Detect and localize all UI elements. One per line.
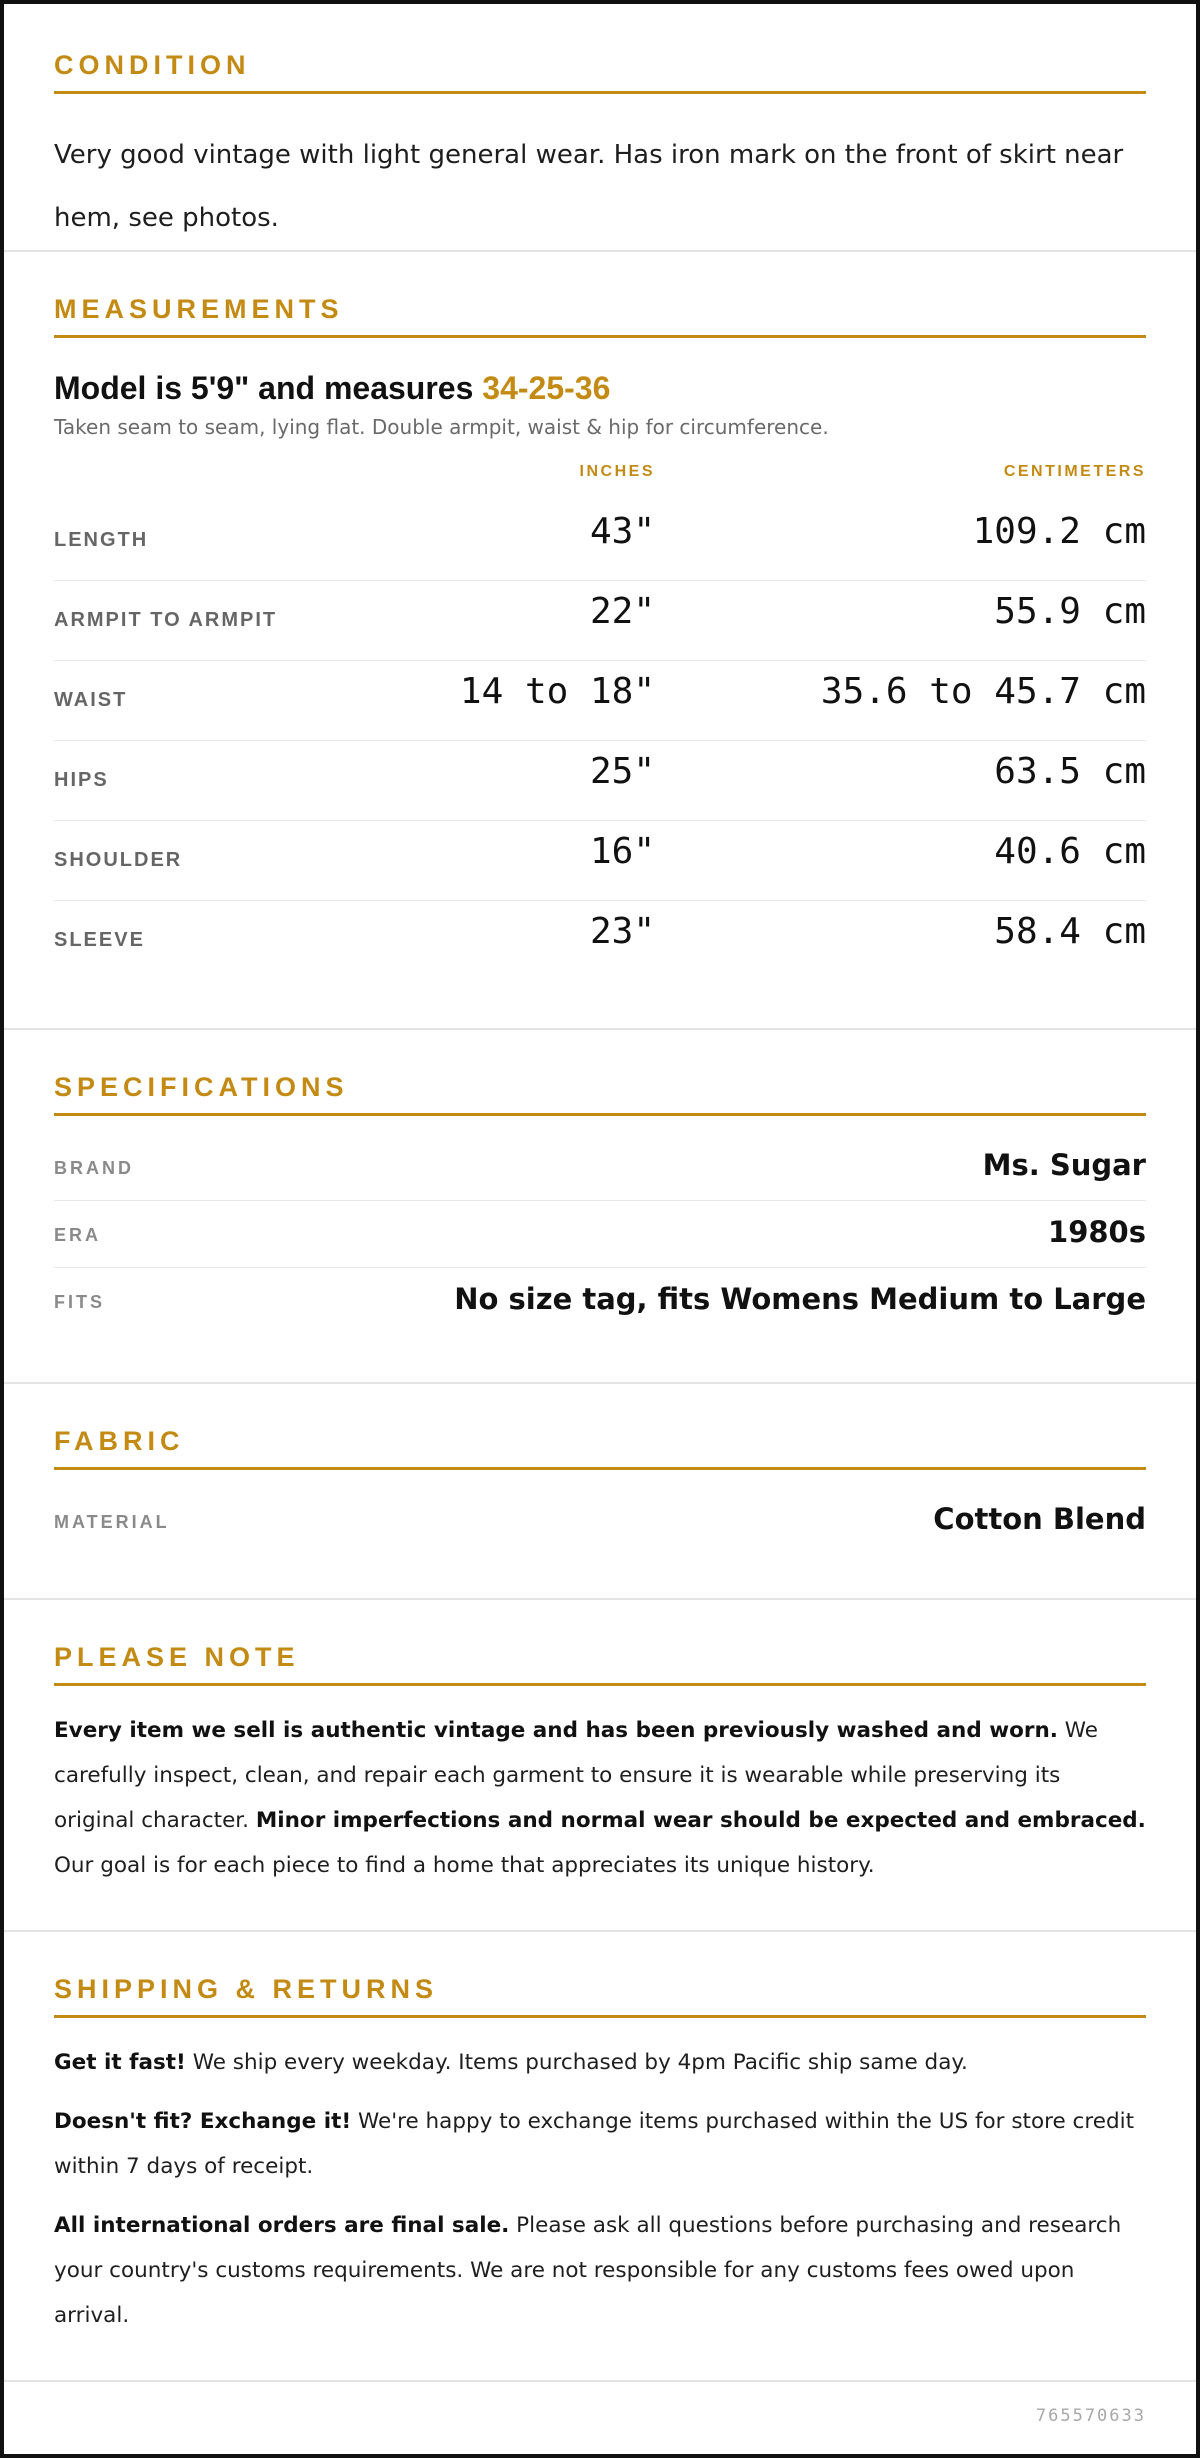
value-cm: 63.5 cm — [994, 751, 1146, 792]
fabric-section — [4, 1384, 1196, 1600]
value-inches: 23" — [589, 911, 655, 952]
value-cm: 109.2 cm — [972, 511, 1146, 552]
fabric-list — [54, 1488, 1146, 1555]
spec-value: No size tag, fits Womens Medium to Large — [454, 1282, 1146, 1316]
spec-value: 1980s — [1048, 1215, 1146, 1249]
shipping-text-3: Please ask all questions before purchasing and research your country's customs requirements. We are not responsible for any customs fees owed upon arrival. — [54, 2213, 1122, 2328]
column-inches: INCHES — [579, 463, 655, 480]
shipping-text-2: We're happy to exchange items purchased within the US for store credit within 7 days of receipt. — [54, 2109, 1135, 2179]
specifications-section — [4, 1030, 1196, 1384]
row-label: ARMPIT TO ARMPIT — [54, 609, 278, 631]
value-cm: 55.9 cm — [994, 591, 1146, 632]
value-cm: 40.6 cm — [994, 831, 1146, 872]
spec-label: FITS — [54, 1292, 105, 1312]
value-inches: 22" — [589, 591, 655, 632]
table-row — [54, 661, 1146, 741]
shipping-text-1: We ship every weekday. Items purchased by 4pm Pacific ship same day. — [185, 2050, 968, 2075]
product-code: 765570633 — [1035, 2406, 1146, 2426]
table-row — [54, 821, 1146, 901]
specifications-heading: SPECIFICATIONS — [54, 1072, 1146, 1116]
value-inches: 16" — [589, 831, 655, 872]
row-label: SLEEVE — [54, 929, 145, 951]
spec-value: Ms. Sugar — [982, 1148, 1146, 1182]
table-row — [54, 501, 1146, 581]
shipping-bold-3: All international orders are final sale. — [54, 2213, 510, 2238]
shipping-paragraph-3 — [54, 2203, 1146, 2338]
table-row — [54, 901, 1146, 981]
shipping-heading: SHIPPING & RETURNS — [54, 1974, 1146, 2018]
measurements-table-header — [54, 463, 1146, 501]
spec-label: ERA — [54, 1225, 102, 1245]
please-note-text — [54, 1708, 1146, 1888]
fabric-heading: FABRIC — [54, 1426, 1146, 1470]
condition-section — [4, 4, 1196, 252]
table-row — [54, 581, 1146, 661]
note-text-2: Our goal is for each piece to find a home that appreciates its unique history. — [54, 1853, 875, 1878]
please-note-section — [4, 1600, 1196, 1932]
value-inches: 14 to 18" — [459, 671, 655, 712]
shipping-section — [4, 1932, 1196, 2382]
shipping-paragraph-2 — [54, 2099, 1146, 2189]
model-figures: 34-25-36 — [482, 370, 611, 406]
spec-row-material — [54, 1488, 1146, 1555]
condition-text: Very good vintage with light general wear. Has iron mark on the front of skirt near hem, see photos. — [54, 140, 1124, 233]
row-label: SHOULDER — [54, 849, 183, 871]
spec-label: BRAND — [54, 1158, 134, 1178]
shipping-bold-2: Doesn't fit? Exchange it! — [54, 2109, 352, 2134]
spec-row-brand — [54, 1134, 1146, 1201]
condition-heading: CONDITION — [54, 50, 1146, 94]
value-inches: 43" — [589, 511, 655, 552]
table-row — [54, 741, 1146, 821]
row-label: WAIST — [54, 689, 128, 711]
note-bold-1: Every item we sell is authentic vintage and has been previously washed and worn. — [54, 1718, 1058, 1743]
model-info — [54, 370, 1146, 407]
spec-row-era — [54, 1201, 1146, 1268]
value-cm: 58.4 cm — [994, 911, 1146, 952]
please-note-heading: PLEASE NOTE — [54, 1642, 1146, 1686]
row-label: LENGTH — [54, 529, 149, 551]
footer — [4, 2384, 1196, 2454]
spec-row-fits — [54, 1268, 1146, 1335]
shipping-bold-1: Get it fast! — [54, 2050, 186, 2075]
measurement-note: Taken seam to seam, lying flat. Double armpit, waist & hip for circumference. — [54, 415, 829, 439]
measurements-table — [54, 463, 1146, 981]
row-label: HIPS — [54, 769, 109, 791]
spec-label: MATERIAL — [54, 1512, 170, 1532]
measurements-heading: MEASUREMENTS — [54, 294, 1146, 338]
model-prefix: Model is 5'9" and measures — [54, 370, 483, 406]
specifications-list — [54, 1134, 1146, 1335]
value-cm: 35.6 to 45.7 cm — [820, 671, 1146, 712]
shipping-paragraph-1 — [54, 2040, 1146, 2085]
column-centimeters: CENTIMETERS — [1003, 463, 1146, 480]
measurements-section — [4, 252, 1196, 1030]
spec-value: Cotton Blend — [933, 1502, 1146, 1536]
value-inches: 25" — [589, 751, 655, 792]
note-bold-2: Minor imperfections and normal wear should be expected and embraced. — [255, 1808, 1146, 1833]
note-text-1: We carefully inspect, clean, and repair each garment to ensure it is wearable while preserving its original character. — [54, 1718, 1099, 1833]
